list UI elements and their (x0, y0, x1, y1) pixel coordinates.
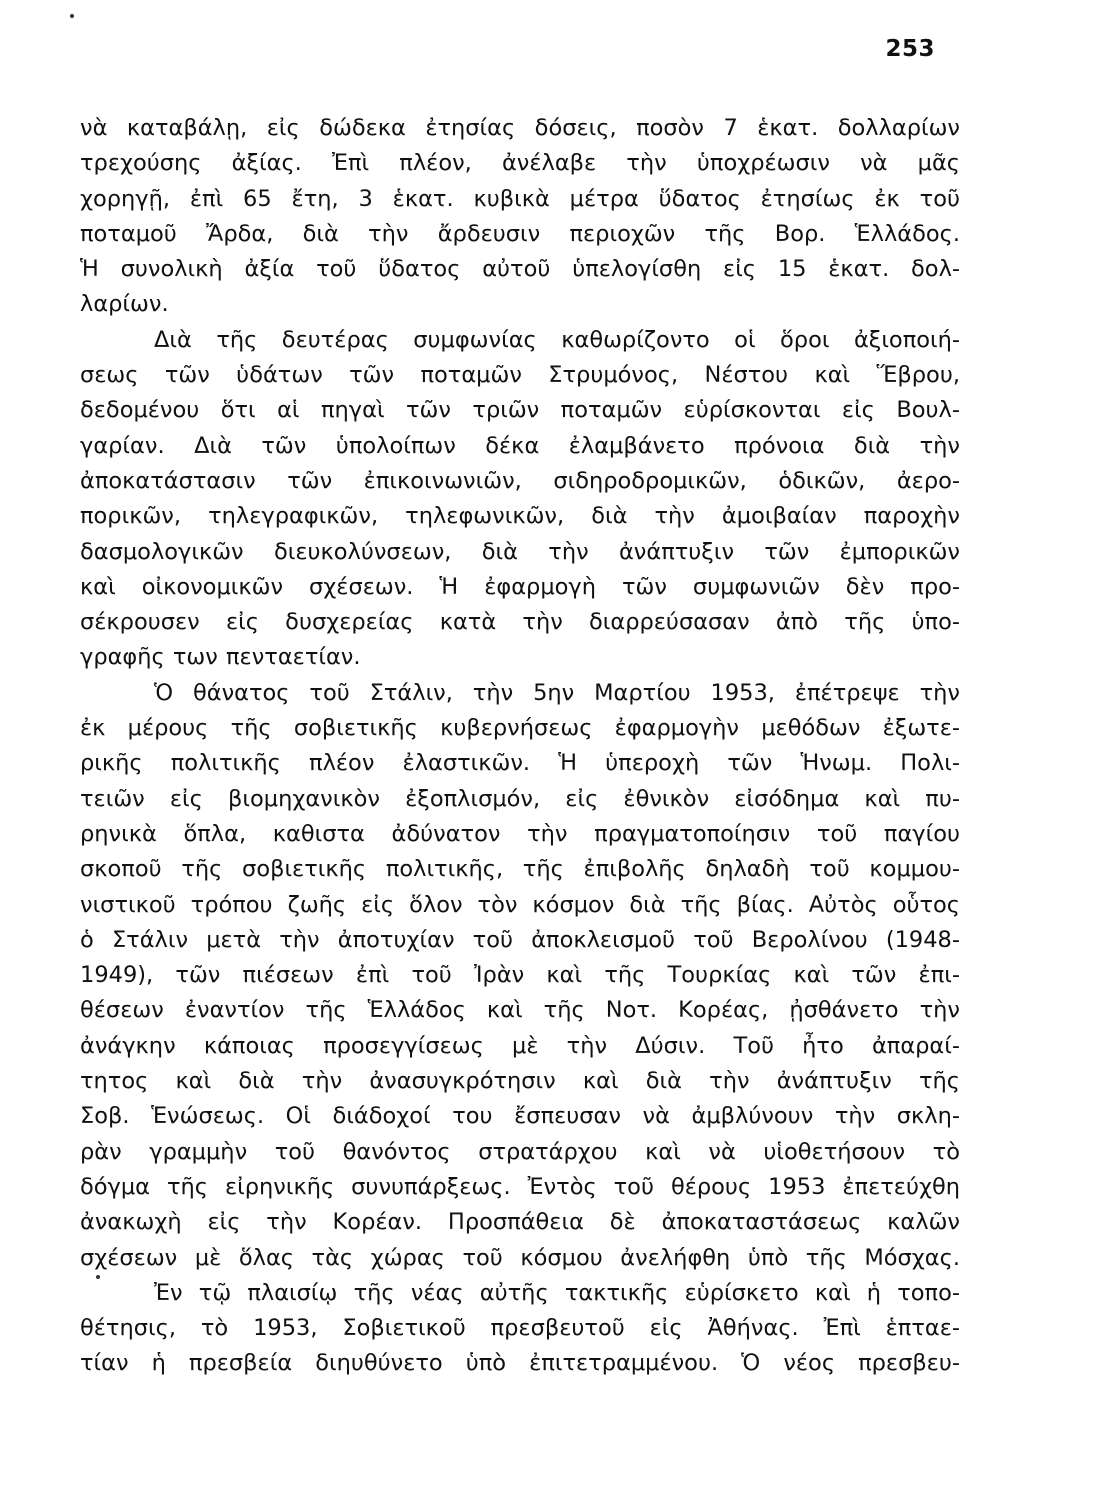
text-line: δεδομένου ὅτι αἱ πηγαὶ τῶν τριῶν ποταμῶν εὑρίσκονται εἰς Βουλ- (80, 397, 960, 424)
text-line: ἀποκατάστασιν τῶν ἐπικοινωνιῶν, σιδηροδρομικῶν, ὁδικῶν, ἀερο- (80, 467, 960, 494)
text-line: θέτησις, τὸ 1953, Σοβιετικοῦ πρεσβευτοῦ εἰς Ἀθήνας. Ἐπὶ ἑπταε- (80, 1315, 960, 1342)
text-line: ρικῆς πολιτικῆς πλέον ἐλαστικῶν. Ἡ ὑπεροχὴ τῶν Ἡνωμ. Πολι- (80, 750, 960, 777)
text-line: ποταμοῦ Ἄρδα, διὰ τὴν ἄρδευσιν περιοχῶν τῆς Βορ. Ἑλλάδος. (80, 220, 960, 247)
text-line: ἐκ μέρους τῆς σοβιετικῆς κυβερνήσεως ἐφαρμογὴν μεθόδων ἐξωτε- (80, 715, 960, 742)
text-line: γαρίαν. Διὰ τῶν ὑπολοίπων δέκα ἐλαμβάνετο πρόνοια διὰ τὴν (80, 432, 960, 459)
text-line: δόγμα τῆς εἰρηνικῆς συνυπάρξεως. Ἐντὸς τοῦ θέρους 1953 ἐπετεύχθη (80, 1173, 960, 1200)
text-line: Ὁ θάνατος τοῦ Στάλιν, τὴν 5ην Μαρτίου 1953, ἐπέτρεψε τὴν (154, 679, 960, 706)
text-line: θέσεων ἐναντίον τῆς Ἑλλάδος καὶ τῆς Νοτ. Κορέας, ᾐσθάνετο τὴν (80, 997, 960, 1024)
text-line: σχέσεων μὲ ὅλας τὰς χώρας τοῦ κόσμου ἀνελήφθη ὑπὸ τῆς Μόσχας. (80, 1244, 960, 1271)
body-text (80, 111, 960, 1382)
text-line: σκοποῦ τῆς σοβιετικῆς πολιτικῆς, τῆς ἐπιβολῆς δηλαδὴ τοῦ κομμου- (80, 856, 960, 883)
text-line: ἀνάγκην κάποιας προσεγγίσεως μὲ τὴν Δύσιν. Τοῦ ἦτο ἀπαραί- (80, 1032, 960, 1059)
text-line: ὁ Στάλιν μετὰ τὴν ἀποτυχίαν τοῦ ἀποκλεισμοῦ τοῦ Βερολίνου (1948- (80, 926, 960, 953)
text-line: χορηγῇ, ἐπὶ 65 ἔτη, 3 ἑκατ. κυβικὰ μέτρα ὕδατος ἐτησίως ἐκ τοῦ (80, 185, 960, 212)
text-line: 1949), τῶν πιέσεων ἐπὶ τοῦ Ἰρὰν καὶ τῆς Τουρκίας καὶ τῶν ἐπι- (80, 962, 960, 989)
text-line: τίαν ἡ πρεσβεία διηυθύνετο ὑπὸ ἐπιτετραμμένου. Ὁ νέος πρεσβευ- (80, 1350, 960, 1377)
text-line: σέκρουσεν εἰς δυσχερείας κατὰ τὴν διαρρεύσασαν ἀπὸ τῆς ὑπο- (80, 609, 960, 636)
text-line: ἀνακωχὴ εἰς τὴν Κορέαν. Προσπάθεια δὲ ἀποκαταστάσεως καλῶν (80, 1209, 960, 1236)
text-line: ρηνικὰ ὅπλα, καθιστα ἀδύνατον τὴν πραγματοποίησιν τοῦ παγίου (80, 820, 960, 847)
text-line: νιστικοῦ τρόπου ζωῆς εἰς ὅλον τὸν κόσμον διὰ τῆς βίας. Αὐτὸς οὗτος (80, 891, 960, 918)
text-line: Ἐν τῷ πλαισίῳ τῆς νέας αὐτῆς τακτικῆς εὑρίσκετο καὶ ἡ τοπο- (154, 1279, 960, 1306)
scan-speck (70, 14, 74, 18)
text-line: ρὰν γραμμὴν τοῦ θανόντος στρατάρχου καὶ νὰ υἱοθετήσουν τὸ (80, 1138, 960, 1165)
text-line: σεως τῶν ὑδάτων τῶν ποταμῶν Στρυμόνος, Νέστου καὶ Ἕβρου, (80, 362, 960, 389)
text-line: Διὰ τῆς δευτέρας συμφωνίας καθωρίζοντο οἱ ὅροι ἀξιοποιή- (154, 326, 960, 353)
text-line: Ἡ συνολικὴ ἀξία τοῦ ὕδατος αὐτοῦ ὑπελογίσθη εἰς 15 ἑκατ. δολ- (80, 256, 960, 283)
text-line: λαρίων. (80, 291, 169, 318)
text-line: νὰ καταβάλῃ, εἰς δώδεκα ἐτησίας δόσεις, ποσὸν 7 ἑκατ. δολλαρίων (80, 115, 960, 141)
text-line: γραφῆς των πενταετίαν. (80, 644, 361, 671)
text-line: καὶ οἰκονομικῶν σχέσεων. Ἡ ἐφαρμογὴ τῶν συμφωνιῶν δὲν προ- (80, 573, 960, 600)
text-line: τητος καὶ διὰ τὴν ἀνασυγκρότησιν καὶ διὰ τὴν ἀνάπτυξιν τῆς (80, 1068, 960, 1095)
text-line: πορικῶν, τηλεγραφικῶν, τηλεφωνικῶν, διὰ τὴν ἀμοιβαίαν παροχὴν (80, 503, 960, 530)
text-line: τειῶν εἰς βιομηχανικὸν ἐξοπλισμόν, εἰς ἐθνικὸν εἰσόδημα καὶ πυ- (80, 785, 960, 812)
page-number: 253 (885, 36, 935, 62)
text-line: Σοβ. Ἑνώσεως. Οἱ διάδοχοί του ἔσπευσαν νὰ ἀμβλύνουν τὴν σκλη- (80, 1103, 960, 1130)
text-line: τρεχούσης ἀξίας. Ἐπὶ πλέον, ἀνέλαβε τὴν ὑποχρέωσιν νὰ μᾶς (80, 150, 960, 177)
text-line: δασμολογικῶν διευκολύνσεων, διὰ τὴν ἀνάπτυξιν τῶν ἐμπορικῶν (80, 538, 960, 565)
